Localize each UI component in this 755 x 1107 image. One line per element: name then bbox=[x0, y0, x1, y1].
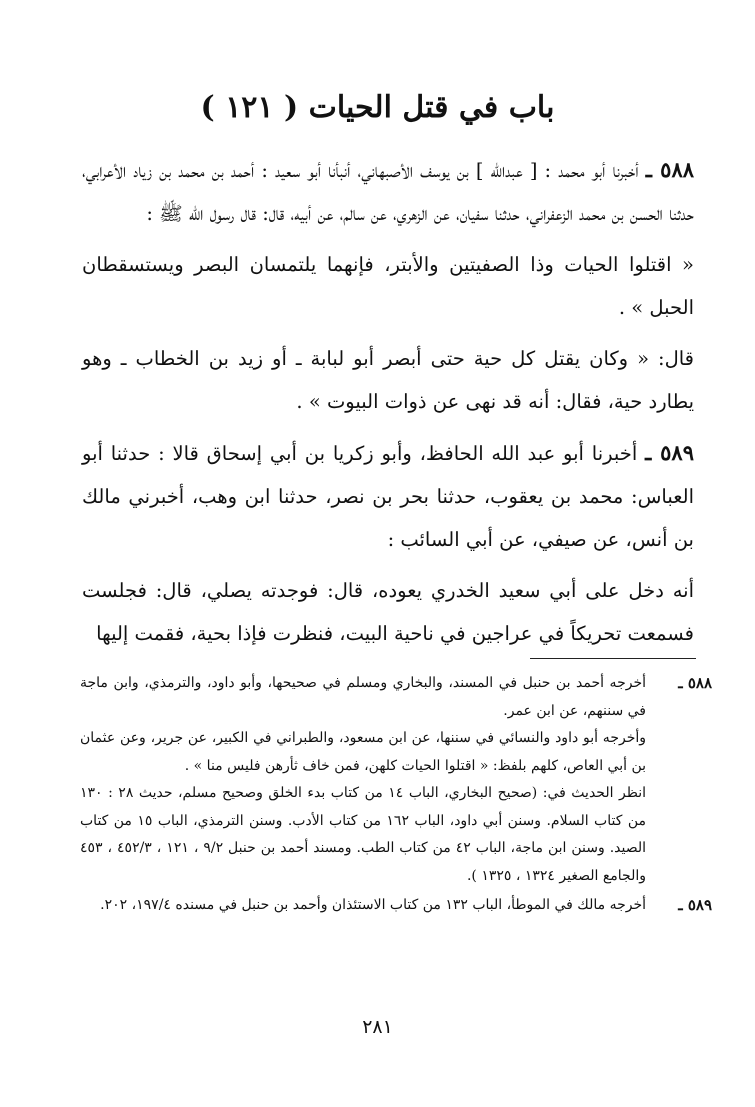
hadith-paragraph: قال: « وكان يقتل كل حية حتى أبصر أبو لبابة ـ أو زيد بن الخطاب ـ وهو يطارد حية، فقال: أنه قد نهى عن ذوات البيوت » . bbox=[82, 347, 694, 413]
hadith-paragraph bbox=[82, 148, 694, 235]
footnote-text: أخرجه مالك في الموطأ، الباب ١٣٢ من كتاب الاستئذان وأحمد بن حنبل في مسنده ١٩٧/٤، ٢٠٢. bbox=[100, 897, 646, 913]
main-text bbox=[82, 148, 694, 663]
footnote-separator bbox=[530, 658, 696, 659]
page-number: ٢٨١ bbox=[362, 1016, 393, 1038]
footnote-text: انظر الحديث في: (صحيح البخاري، الباب ١٤ من كتاب بدء الخلق وصحيح مسلم، حديث ٢٨ : ١٣٠ من كتاب السلام. وسنن أبي داود، الباب ١٦٢ من كتاب الأدب. وسنن الترمذي، الباب ١٥ من كتاب الصيد. وسنن ابن ماجة، الباب ٤٢ من كتاب الطب. ومسند أحمد بن حنبل ٩/٢ ، ١٢١ ، ٤٥٢/٣ ، ٤٥٣ والجامع الصغير ١٣٢٤ ، ١٣٢٥ ). bbox=[80, 785, 647, 884]
footnotes bbox=[80, 670, 712, 920]
footnote bbox=[80, 670, 712, 890]
footnote-number: ٥٨٩ ـ bbox=[678, 896, 712, 914]
hadith-text: أخبرنا أبو عبد الله الحافظ، وأبو زكريا بن أبي إسحاق قالا : حدثنا أبو العباس: محمد بن يعقوب، حدثنا بحر بن نصر، حدثنا ابن وهب، أخبرني مالك بن أنس، عن صيفي، عن أبي السائب : bbox=[82, 442, 694, 551]
hadith-number: ٥٨٩ ـ bbox=[645, 440, 694, 465]
hadith-paragraph: أنه دخل على أبي سعيد الخدري يعوده، قال: فوجدته يصلي، قال: فجلست فسمعت تحريكاً في عراجين في ناحية البيت، فنظرت فإذا بحية، فقمت إليها bbox=[82, 579, 694, 645]
footnote-text: وأخرجه أبو داود والنسائي في سننها، عن ابن مسعود، والطبراني في الكبير، عن جرير، وعن عثمان بن أبي العاص، كلهم بلفظ: « اقتلوا الحيات كلهن، فمن خاف ثأرهن فليس منا » . bbox=[80, 730, 646, 774]
footnote-text: أخرجه أحمد بن حنبل في المسند، والبخاري ومسلم في صحيحها، وأبو داود، والترمذي، وابن ماجة في سننهم، عن ابن عمر. bbox=[80, 675, 646, 719]
hadith-paragraph: « اقتلوا الحيات وذا الصفيتين والأبتر، فإنهما يلتمسان البصر ويستسقطان الحبل » . bbox=[82, 253, 694, 319]
hadith-paragraph bbox=[82, 431, 694, 561]
hadith-number: ٥٨٨ ـ bbox=[645, 157, 695, 182]
hadith-text: أخبرنا أبو محمد : [ عبدالله ] بن يوسف الأصبهاني، أنبأنا أبو سعيد : أحمد بن محمد بن زياد الأعرابي، حدثنا الحسن بن محمد الزعفراني، حدثنا سفيان، عن الزهري، عن سالم، عن أبيه، قال: قال رسول الله ﷺ : bbox=[82, 159, 694, 225]
footnote bbox=[80, 892, 712, 920]
footnote-number: ٥٨٨ ـ bbox=[678, 674, 712, 692]
chapter-title: ( ١٢١ ) باب في قتل الحيات bbox=[200, 90, 555, 125]
